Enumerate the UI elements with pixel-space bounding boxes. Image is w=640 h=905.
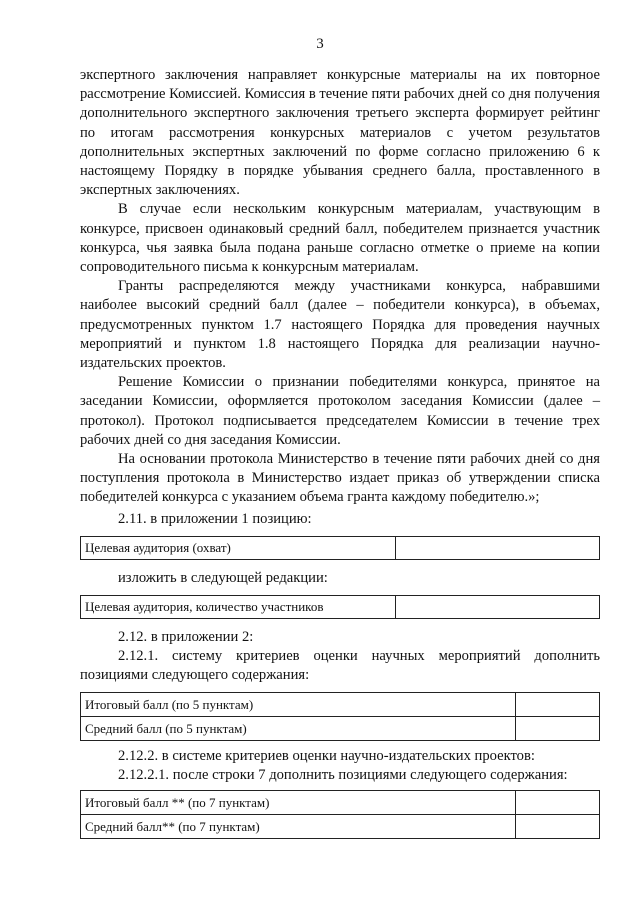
table-cell-empty [516,716,600,740]
table-cell-empty [396,536,600,559]
table-cell: Итоговый балл ** (по 7 пунктам) [81,791,516,815]
item-2-12-1: 2.12.1. систему критериев оценки научных мероприятий дополнить позициями следующего содержания: [80,648,600,684]
table-row [81,536,600,559]
table-cell: Средний балл (по 5 пунктам) [81,716,516,740]
table-cell-empty [516,692,600,716]
paragraph: В случае если нескольким конкурсным материалам, участвующим в конкурсе, присвоен одинаковый средний балл, победителем признается участник конкурса, чья заявка была подана раньше согласно отметке о приеме на копии сопроводительного письма к конкурсным материалам. [80,201,600,276]
paragraph: На основании протокола Министерство в течение пяти рабочих дней со дня поступления протокола в Министерство издает приказ об утверждении списка победителей конкурса с указанием объема гранта каждому победителю.»; [80,451,600,506]
table-cell-empty [516,815,600,839]
table-row [81,716,600,740]
table-cell-empty [516,791,600,815]
table-row [81,815,600,839]
table-criteria-events [80,692,600,741]
table-row [81,791,600,815]
table-row [81,596,600,619]
item-2-12: 2.12. в приложении 2: [118,629,254,646]
table-cell-empty [396,596,600,619]
table-row [81,692,600,716]
table-cell: Целевая аудитория, количество участников [81,596,396,619]
table-criteria-publishing [80,790,600,839]
paragraph: Решение Комиссии о признании победителями конкурса, принятое на заседании Комиссии, оформляется протоколом заседания Комиссии (далее – протокол). Протокол подписывается председателем Комиссии в течение трех рабочих дней со дня заседания Комиссии. [80,374,600,448]
paragraph: экспертного заключения направляет конкурсные материалы на их повторное рассмотрение Комиссией. Комиссия в течение пяти рабочих дней со дня получения дополнительного экспертного заключения третьего эксперта формирует рейтинг по итогам рассмотрения конкурсных материалов с учетом результатов дополнительных экспертных заключений по форме согласно приложению 6 к настоящему Порядку в порядке убывания среднего балла, проставленного в экспертных заключениях. [80,67,600,199]
change-instruction: изложить в следующей редакции: [118,569,328,586]
item-2-12-2-1: 2.12.2.1. после строки 7 дополнить позициями следующего содержания: [118,766,568,783]
table-old-position [80,536,600,560]
document-body [80,66,600,839]
paragraph: Гранты распределяются между участниками конкурса, набравшими наиболее высокий средний балл (далее – победители конкурса), в объемах, предусмотренных пунктом 1.7 настоящего Порядка для проведения научных мероприятий и пунктом 1.8 настоящего Порядка для реализации научно-издательских проектов. [80,278,600,372]
table-cell: Итоговый балл (по 5 пунктам) [81,692,516,716]
item-2-11: 2.11. в приложении 1 позицию: [118,510,312,527]
page-number: 3 [316,36,324,52]
item-2-12-2: 2.12.2. в системе критериев оценки научно-издательских проектов: [118,747,535,764]
table-cell: Средний балл** (по 7 пунктам) [81,815,516,839]
table-cell: Целевая аудитория (охват) [81,536,396,559]
table-new-position [80,595,600,619]
